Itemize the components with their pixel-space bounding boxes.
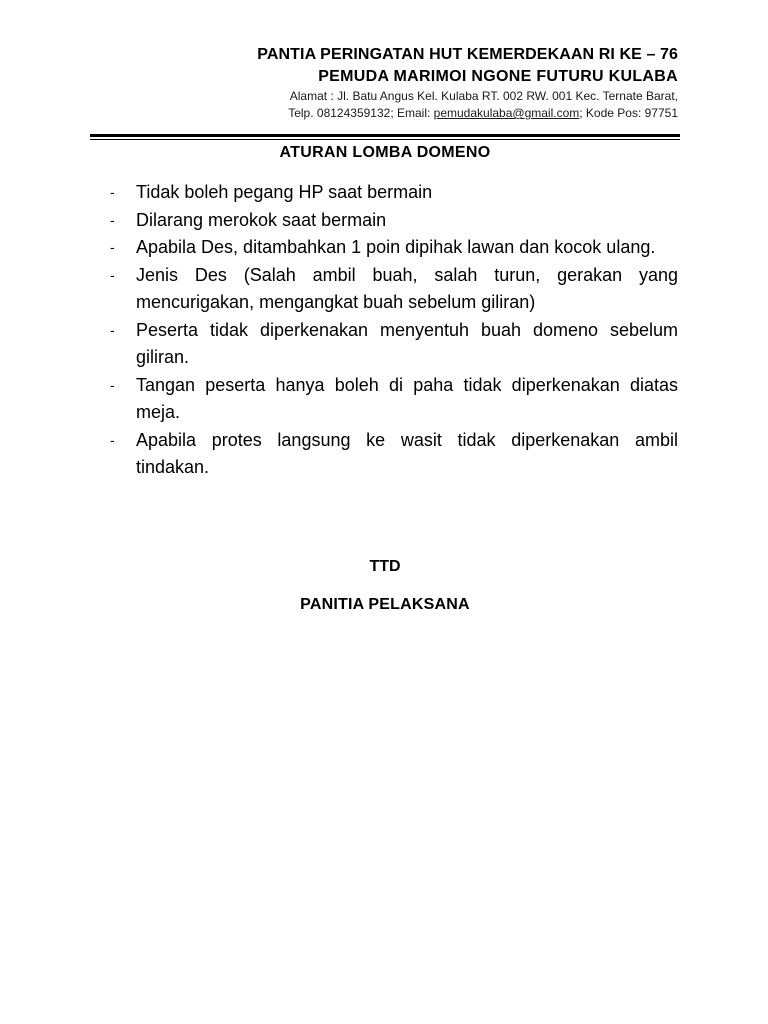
bullet-dash: - xyxy=(110,211,115,228)
bullet-dash: - xyxy=(110,321,115,338)
rule-item xyxy=(110,179,678,207)
bullet-dash: - xyxy=(110,266,115,283)
header-divider-thin xyxy=(90,139,680,140)
organization-name: PEMUDA MARIMOI NGONE FUTURU KULABA xyxy=(318,68,678,85)
email-link[interactable]: pemudakulaba@gmail.com xyxy=(433,106,580,120)
address-line: Alamat : Jl. Batu Angus Kel. Kulaba RT. 002 RW. 001 Kec. Ternate Barat, xyxy=(289,89,678,103)
signature-committee: PANITIA PELAKSANA xyxy=(300,596,470,613)
rule-item xyxy=(110,262,678,317)
rule-item xyxy=(110,234,678,262)
document-title: ATURAN LOMBA DOMENO xyxy=(279,144,491,161)
rules-list xyxy=(110,179,678,482)
contact-postcode: ; Kode Pos: 97751 xyxy=(579,106,678,120)
rule-text: Apabila Des, ditambahkan 1 poin dipihak lawan dan kocok ulang. xyxy=(136,237,656,257)
bullet-dash: - xyxy=(110,184,115,200)
header-divider-thick xyxy=(90,134,680,137)
bullet-dash: - xyxy=(110,376,115,393)
rule-item xyxy=(110,207,678,235)
rule-text: Peserta tidak diperkenakan menyentuh buah domeno sebelum giliran. xyxy=(136,319,678,367)
letterhead xyxy=(90,44,678,122)
bullet-dash: - xyxy=(110,431,115,448)
rule-text: Tangan peserta hanya boleh di paha tidak diperkenakan diatas meja. xyxy=(136,374,678,422)
rule-item xyxy=(110,317,678,372)
rule-text: Apabila protes langsung ke wasit tidak diperkenakan ambil tindakan. xyxy=(136,429,678,477)
rule-item xyxy=(110,372,678,427)
rule-text: Jenis Des (Salah ambil buah, salah turun, gerakan yang mencurigakan, mengangkat buah sebelum giliran) xyxy=(136,264,678,312)
signature-ttd: TTD xyxy=(369,558,401,575)
organization-title: PANTIA PERINGATAN HUT KEMERDEKAAN RI KE – 76 xyxy=(257,46,678,63)
contact-line xyxy=(90,105,678,122)
rule-text: Tidak boleh pegang HP saat bermain xyxy=(136,182,433,202)
bullet-dash: - xyxy=(110,239,115,255)
contact-phone: Telp. 08124359132; Email: xyxy=(288,106,434,120)
rule-text: Dilarang merokok saat bermain xyxy=(136,209,387,230)
rule-item xyxy=(110,427,678,482)
